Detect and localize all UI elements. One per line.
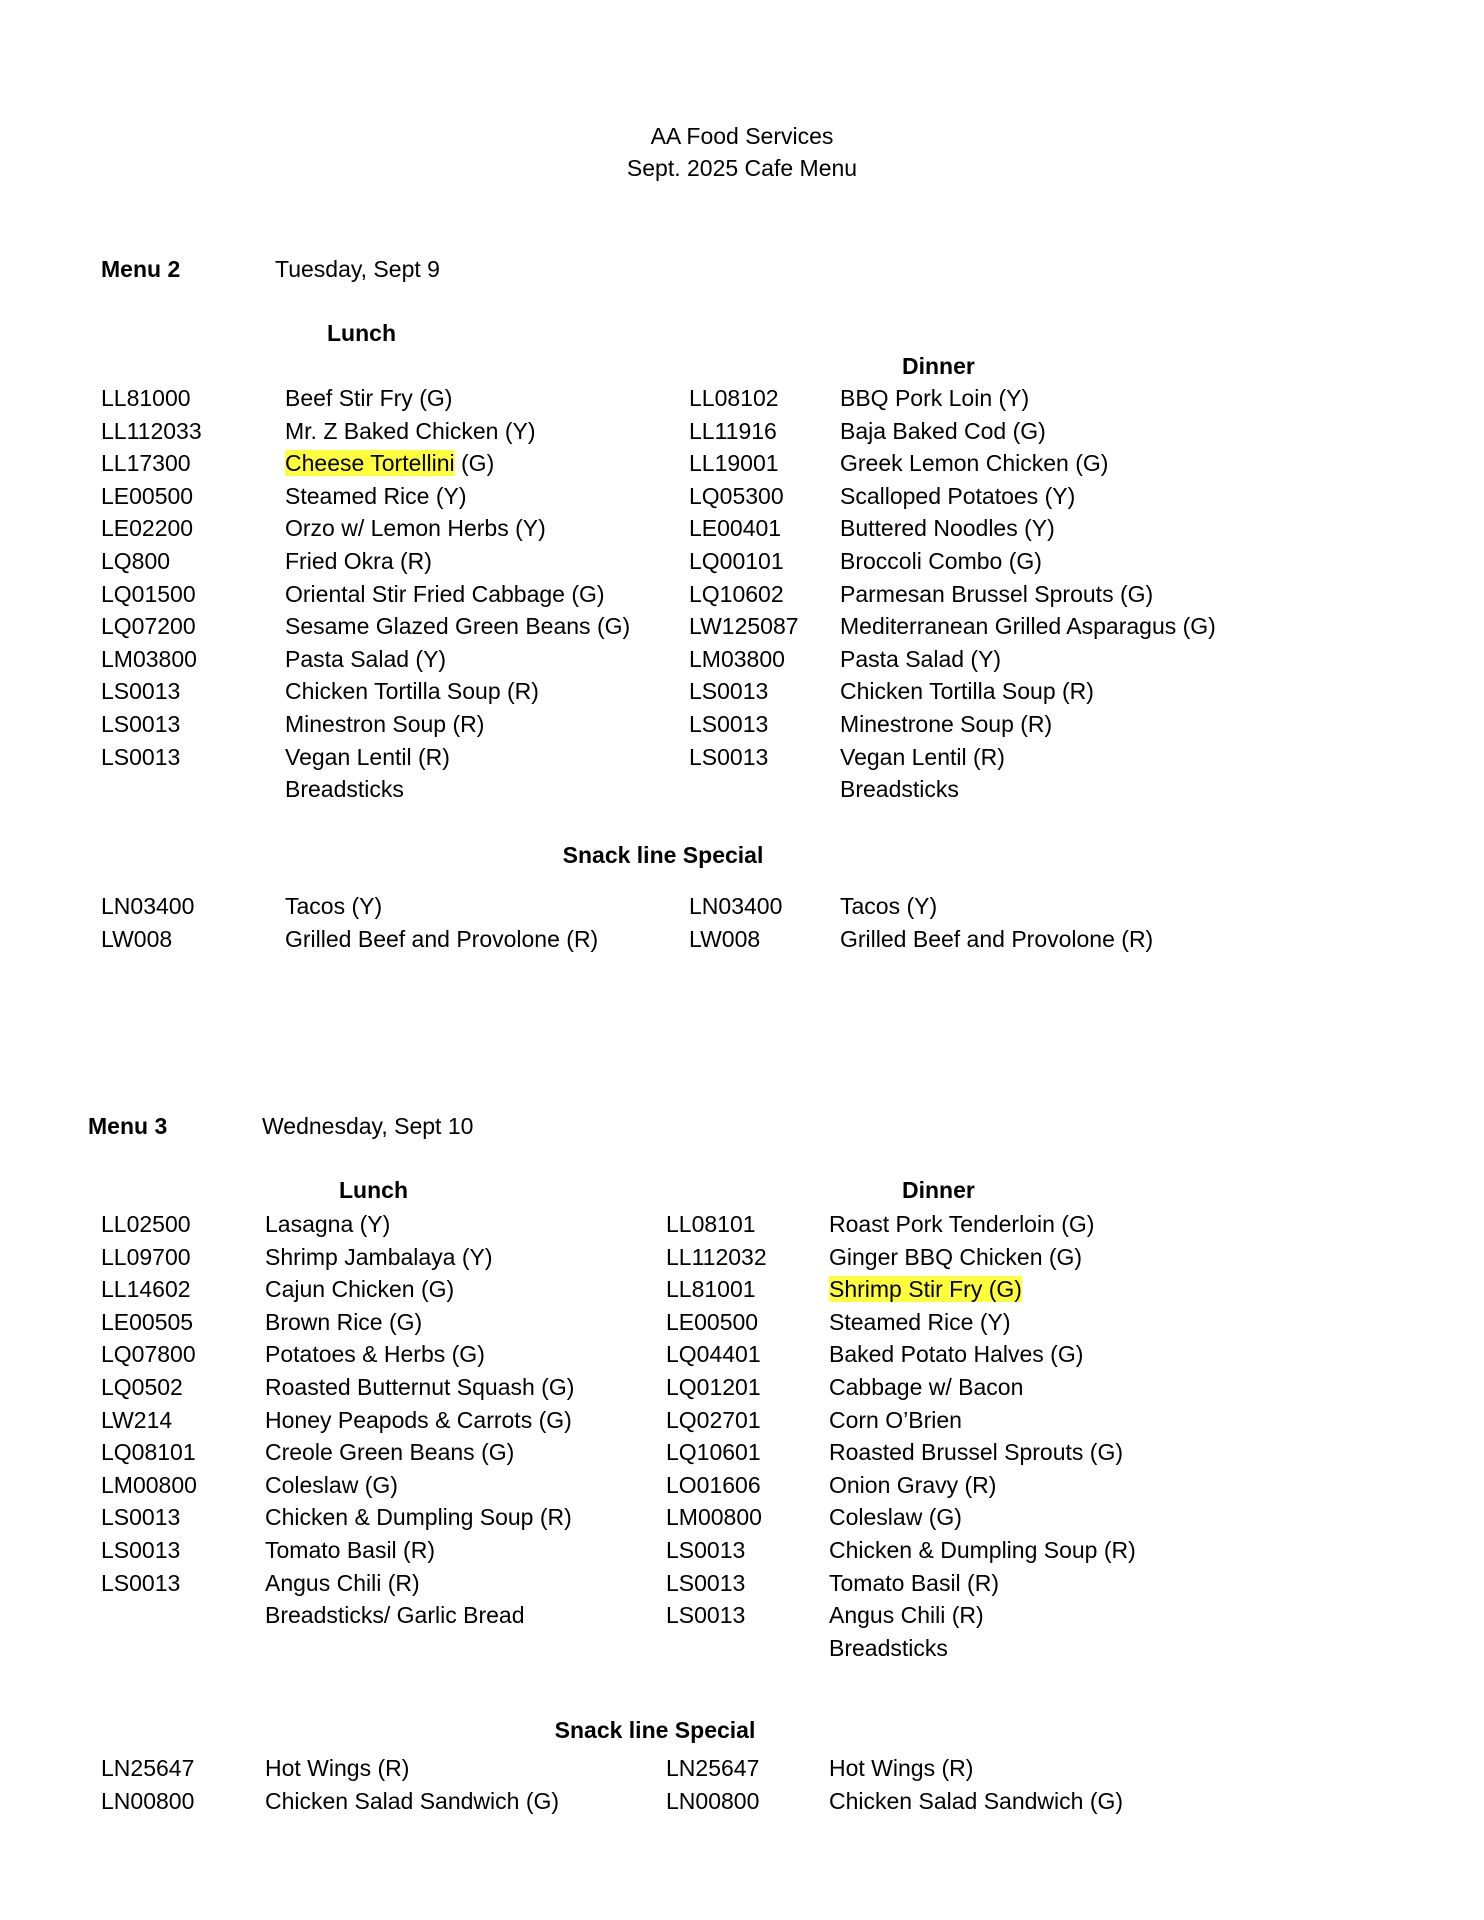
item-code: LL14602: [101, 1276, 191, 1303]
item-name: [829, 1339, 1083, 1369]
menu3-date: Wednesday, Sept 10: [262, 1113, 474, 1139]
item-name-text: Chicken & Dumpling Soup (R): [829, 1537, 1136, 1563]
item-name-text: Ginger BBQ Chicken (G): [829, 1243, 1083, 1270]
item-code: LQ07800: [101, 1341, 196, 1368]
item-name: [285, 513, 546, 543]
item-code: LW008: [101, 925, 173, 952]
item-code: LQ05300: [689, 482, 784, 509]
item-name: [285, 448, 494, 478]
item-name-text: Hot Wings (R): [829, 1755, 974, 1781]
item-name: [285, 742, 450, 772]
item-name-text: Beef Stir Fry (G): [285, 385, 453, 411]
item-name: [265, 1568, 420, 1598]
item-name: [265, 1786, 559, 1816]
item-code: LE00505: [101, 1308, 194, 1335]
item-name-text: Chicken Salad Sandwich (G): [829, 1787, 1124, 1814]
item-name: [829, 1535, 1136, 1565]
item-name: [840, 448, 1108, 478]
item-code: LM03800: [101, 645, 197, 672]
item-name-text: Breadsticks: [829, 1634, 948, 1661]
item-code: LL112032: [666, 1243, 767, 1270]
item-name: [285, 546, 432, 576]
item-name: [265, 1470, 398, 1500]
item-name-text: Parmesan Brussel Sprouts (G): [840, 580, 1154, 607]
item-name-text: Angus Chili (R): [265, 1569, 420, 1596]
item-name: [829, 1405, 962, 1435]
item-name-text: Grilled Beef and Provolone (R): [840, 925, 1154, 952]
item-name-text: Broccoli Combo (G): [840, 548, 1042, 574]
item-name-text: Corn O’Brien: [829, 1406, 962, 1433]
item-name: [829, 1633, 948, 1663]
item-name: [285, 481, 467, 511]
page-title: Sept. 2025 Cafe Menu: [626, 155, 858, 181]
item-name-text: Breadsticks: [285, 776, 404, 803]
item-name-text: Lasagna (Y): [265, 1211, 391, 1237]
item-code: LS0013: [666, 1602, 746, 1629]
item-name-text: Shrimp Jambalaya (Y): [265, 1243, 493, 1270]
item-name-text: Coleslaw (G): [265, 1471, 398, 1498]
item-code: LL11916: [689, 417, 777, 444]
item-code: LS0013: [101, 1537, 181, 1563]
item-name: [840, 742, 1005, 772]
item-code: LL81000: [101, 385, 191, 411]
item-name-text: Roasted Butternut Squash (G): [265, 1374, 575, 1400]
item-name-text: Chicken Tortilla Soup (R): [840, 678, 1094, 705]
item-code: LN25647: [666, 1755, 760, 1781]
item-name-text: Sesame Glazed Green Beans (G): [285, 613, 631, 640]
item-name-text: Fried Okra (R): [285, 548, 432, 574]
item-code: LS0013: [101, 1569, 181, 1596]
item-code: LQ01201: [666, 1374, 761, 1400]
item-code: LQ02701: [666, 1406, 761, 1433]
item-name-text: Chicken Tortilla Soup (R): [285, 678, 539, 705]
item-code: LS0013: [666, 1569, 746, 1596]
item-name: [265, 1307, 422, 1337]
item-code: LO01606: [666, 1471, 761, 1498]
item-name-text: Steamed Rice (Y): [285, 482, 467, 509]
item-name: [285, 891, 382, 921]
item-name: [840, 481, 1075, 511]
item-name-text: Breadsticks: [840, 776, 959, 803]
item-name: [840, 709, 1052, 739]
item-code: LS0013: [101, 711, 181, 737]
item-name: [829, 1470, 996, 1500]
item-name: [265, 1437, 514, 1467]
item-code: LL112033: [101, 417, 202, 444]
item-code: LE00401: [689, 515, 782, 542]
item-name: [829, 1568, 999, 1598]
menu3-label: Menu 3: [88, 1113, 168, 1139]
item-name-text: Tomato Basil (R): [265, 1537, 435, 1563]
item-name-text: Pasta Salad (Y): [285, 645, 447, 672]
item-name-text: Roasted Brussel Sprouts (G): [829, 1439, 1124, 1466]
item-code: LS0013: [689, 678, 769, 705]
item-code: LL81001: [666, 1276, 756, 1303]
item-code: LS0013: [689, 743, 769, 770]
item-name-text: Oriental Stir Fried Cabbage (G): [285, 580, 605, 607]
item-name-text: Orzo w/ Lemon Herbs (Y): [285, 515, 546, 542]
item-name: [829, 1786, 1123, 1816]
item-name: [840, 774, 959, 804]
item-name-text: Chicken & Dumpling Soup (R): [265, 1504, 572, 1531]
item-name-text: Baked Potato Halves (G): [829, 1341, 1084, 1368]
item-name: [265, 1600, 524, 1630]
item-code: LQ10601: [666, 1439, 761, 1466]
item-name-text: Minestrone Soup (R): [840, 711, 1053, 737]
item-name: [265, 1339, 485, 1369]
item-name: [285, 644, 446, 674]
item-code: LL02500: [101, 1211, 191, 1237]
item-name: [285, 383, 452, 413]
item-name-text: Mr. Z Baked Chicken (Y): [285, 417, 536, 444]
item-name: [829, 1753, 973, 1783]
item-name: [285, 709, 484, 739]
item-name-text: Potatoes & Herbs (G): [265, 1341, 485, 1368]
item-name-text: Vegan Lentil (R): [285, 743, 450, 770]
item-name-text: Honey Peapods & Carrots (G): [265, 1406, 572, 1433]
item-name: [265, 1753, 409, 1783]
menu3-snack-heading: Snack line Special: [554, 1717, 756, 1743]
item-name: [829, 1502, 962, 1532]
menu2-dinner-heading: Dinner: [902, 353, 975, 379]
item-code: LW125087: [689, 613, 799, 640]
item-code: LL19001: [689, 450, 779, 477]
item-name: [829, 1437, 1123, 1467]
item-name: [829, 1242, 1082, 1272]
item-code: LS0013: [101, 743, 181, 770]
item-name: [840, 676, 1094, 706]
item-code: LN03400: [101, 893, 195, 919]
menu2-lunch-heading: Lunch: [327, 320, 396, 346]
item-name-text: Roast Pork Tenderloin (G): [829, 1211, 1095, 1237]
item-name: [265, 1405, 572, 1435]
menu3-lunch-heading: Lunch: [339, 1177, 408, 1203]
item-code: LN00800: [101, 1787, 195, 1814]
item-name-text: Greek Lemon Chicken (G): [840, 450, 1109, 477]
item-name: [840, 611, 1216, 641]
item-code: LL09700: [101, 1243, 191, 1270]
item-name-text: Onion Gravy (R): [829, 1471, 997, 1498]
item-code: LN03400: [689, 893, 783, 919]
item-name-text: Cajun Chicken (G): [265, 1276, 455, 1303]
item-name-text: Hot Wings (R): [265, 1755, 410, 1781]
item-code: LM00800: [666, 1504, 762, 1531]
item-name: [285, 416, 536, 446]
item-name-text: Tomato Basil (R): [829, 1569, 999, 1596]
item-code: LL17300: [101, 450, 191, 477]
item-code: LM00800: [101, 1471, 197, 1498]
item-name: [840, 513, 1055, 543]
item-name-suffix: (G): [454, 450, 495, 477]
item-code: LQ04401: [666, 1341, 761, 1368]
item-name: [265, 1209, 390, 1239]
item-name: [285, 611, 630, 641]
item-name: [840, 579, 1153, 609]
item-name-text: Pasta Salad (Y): [840, 645, 1002, 672]
item-name: [829, 1307, 1011, 1337]
item-name: [265, 1372, 574, 1402]
item-name: [265, 1274, 454, 1304]
item-code: LW214: [101, 1406, 173, 1433]
item-name-text: Vegan Lentil (R): [840, 743, 1005, 770]
item-name-text: Steamed Rice (Y): [829, 1308, 1011, 1335]
item-code: LW008: [689, 925, 761, 952]
item-code: LQ07200: [101, 613, 196, 640]
item-name-text: Tacos (Y): [840, 893, 938, 919]
item-name: [840, 891, 937, 921]
menu3-dinner-heading: Dinner: [902, 1177, 975, 1203]
item-code: LQ01500: [101, 580, 196, 607]
item-name: [265, 1535, 435, 1565]
item-name: [840, 924, 1153, 954]
item-name: [829, 1600, 984, 1630]
item-name-text: Grilled Beef and Provolone (R): [285, 925, 599, 952]
item-name-text: Cheese Tortellini: [285, 450, 455, 477]
item-name: [829, 1274, 1022, 1304]
item-code: LN25647: [101, 1755, 195, 1781]
item-name-text: Cabbage w/ Bacon: [829, 1374, 1024, 1400]
item-name-text: Tacos (Y): [285, 893, 383, 919]
item-code: LQ10602: [689, 580, 784, 607]
item-code: LS0013: [101, 678, 181, 705]
item-code: LN00800: [666, 1787, 760, 1814]
item-name: [265, 1242, 493, 1272]
item-name: [840, 546, 1042, 576]
item-name-text: Shrimp Stir Fry (G): [829, 1276, 1022, 1303]
item-name-text: Angus Chili (R): [829, 1602, 984, 1629]
item-code: LQ00101: [689, 548, 784, 574]
item-name-text: Coleslaw (G): [829, 1504, 962, 1531]
item-code: LQ08101: [101, 1439, 196, 1466]
item-code: LE00500: [666, 1308, 759, 1335]
item-name: [840, 416, 1046, 446]
item-code: LE02200: [101, 515, 194, 542]
item-code: LS0013: [101, 1504, 181, 1531]
item-name: [829, 1372, 1023, 1402]
item-name: [285, 774, 404, 804]
item-name-text: Baja Baked Cod (G): [840, 417, 1046, 444]
menu2-date: Tuesday, Sept 9: [275, 256, 440, 282]
item-code: LQ800: [101, 548, 171, 574]
item-code: LM03800: [689, 645, 785, 672]
item-name-text: Chicken Salad Sandwich (G): [265, 1787, 560, 1814]
item-name-text: Creole Green Beans (G): [265, 1439, 515, 1466]
item-name-text: Buttered Noodles (Y): [840, 515, 1055, 542]
item-name-text: Brown Rice (G): [265, 1308, 423, 1335]
item-name: [265, 1502, 572, 1532]
menu2-snack-heading: Snack line Special: [562, 842, 764, 868]
menu2-label: Menu 2: [101, 256, 181, 282]
item-code: LL08101: [666, 1211, 756, 1237]
item-name: [285, 676, 539, 706]
item-code: LS0013: [689, 711, 769, 737]
item-name: [285, 924, 598, 954]
item-code: LQ0502: [101, 1374, 183, 1400]
item-name: [829, 1209, 1094, 1239]
item-name-text: Scalloped Potatoes (Y): [840, 482, 1076, 509]
item-code: LE00500: [101, 482, 194, 509]
item-name-text: Breadsticks/ Garlic Bread: [265, 1602, 525, 1629]
org-name: AA Food Services: [650, 123, 834, 149]
item-code: LS0013: [666, 1537, 746, 1563]
item-name: [840, 644, 1001, 674]
item-name-text: Mediterranean Grilled Asparagus (G): [840, 613, 1216, 640]
item-name: [840, 383, 1029, 413]
item-name: [285, 579, 605, 609]
item-name-text: BBQ Pork Loin (Y): [840, 385, 1030, 411]
item-name-text: Minestron Soup (R): [285, 711, 485, 737]
item-code: LL08102: [689, 385, 779, 411]
